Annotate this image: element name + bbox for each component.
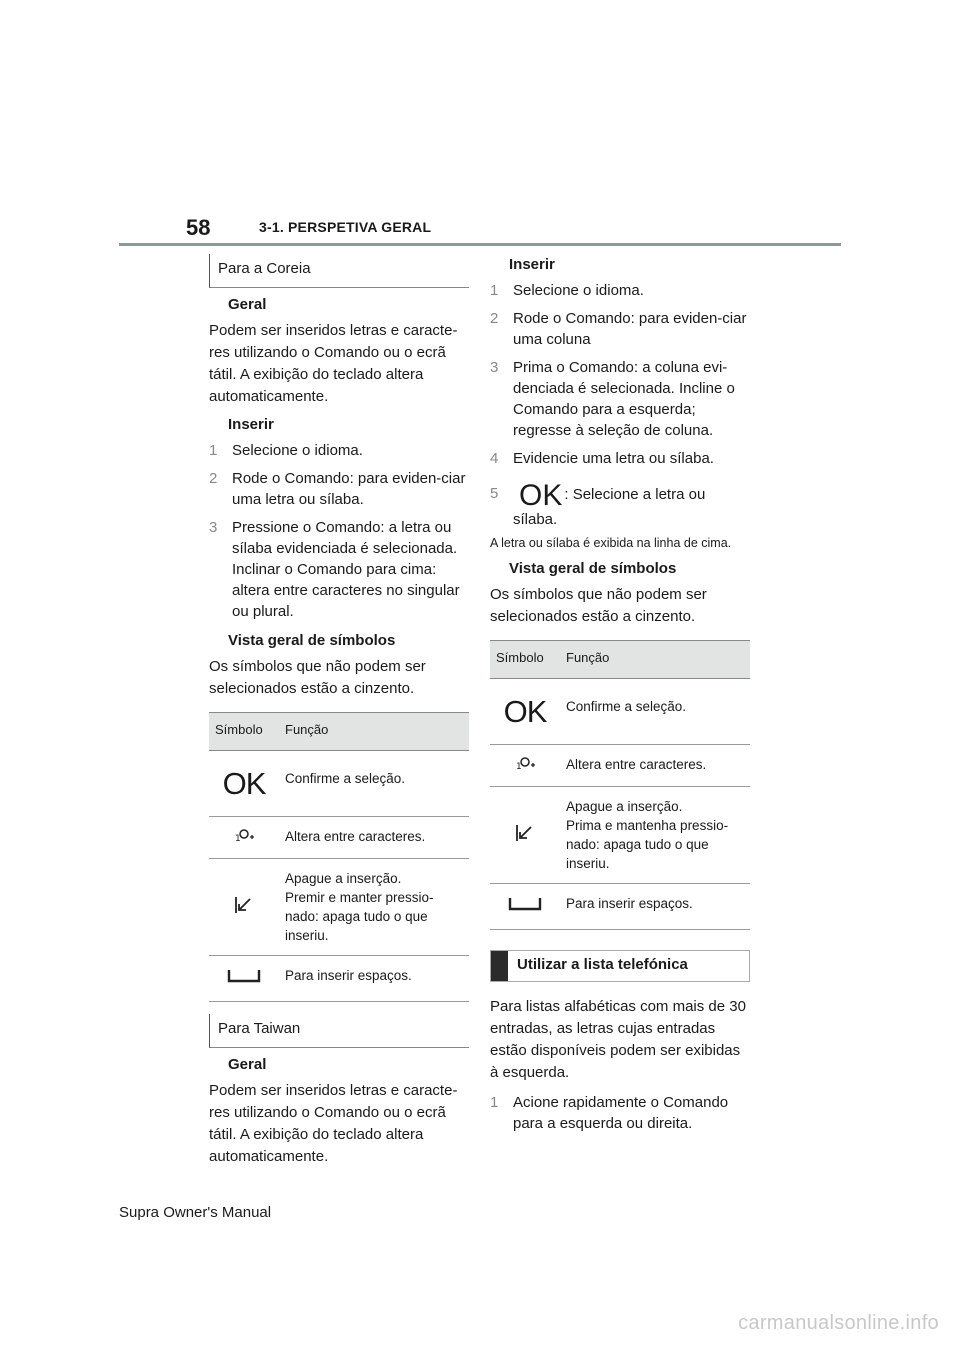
table-cell: Confirme a seleção. <box>279 751 469 817</box>
switch-characters-icon <box>490 745 560 787</box>
korea-general-text: Podem ser inseridos letras e caracte-res utilizando o Comando ou o ecrã tátil. A exibição do teclado altera automaticamente. <box>209 322 458 405</box>
step-number: 2 <box>209 470 218 487</box>
step-text: Selecione o idioma. <box>513 282 644 299</box>
table-row <box>490 745 750 787</box>
list-item <box>490 357 750 441</box>
section-phonebook-title: Utilizar a lista telefónica <box>517 956 688 973</box>
table-cell: Altera entre caracteres. <box>279 817 469 859</box>
svg-text:1: 1 <box>235 834 241 843</box>
table-row <box>490 787 750 884</box>
table-row <box>209 956 469 1002</box>
list-item <box>490 308 750 350</box>
backspace-icon <box>209 859 279 956</box>
watermark: carmanualsonline.info <box>738 1312 939 1334</box>
svg-text:1: 1 <box>516 762 522 771</box>
taiwan-symbols-heading: Vista geral de símbolos <box>509 560 677 577</box>
korea-general-heading: Geral <box>228 296 267 313</box>
step-text: Selecione o idioma. <box>232 442 363 459</box>
table-cell <box>279 859 469 956</box>
table-row <box>490 884 750 930</box>
space-icon <box>209 956 279 1002</box>
cell-line: Premir e manter pressio-nado: apaga tudo o que inseriu. <box>285 890 434 943</box>
list-item <box>209 440 469 461</box>
step-text: Rode o Comando: para eviden-ciar uma coluna <box>513 310 747 348</box>
table-cell: Altera entre caracteres. <box>560 745 750 787</box>
list-item <box>490 479 750 530</box>
column-header-function: Função <box>560 641 750 679</box>
korea-symbols-heading: Vista geral de símbolos <box>228 632 396 649</box>
ok-icon <box>209 751 279 817</box>
cell-line: Prima e mantenha pressio-nado: apaga tudo o que inseriu. <box>566 818 729 871</box>
symbol-table <box>209 712 469 1002</box>
ok-icon-glyph: OK <box>222 765 266 801</box>
list-item <box>209 468 469 510</box>
step-number: 1 <box>490 282 499 299</box>
ok-icon-glyph: OK <box>503 693 547 729</box>
step-number: 4 <box>490 450 499 467</box>
footer-manual-title: Supra Owner's Manual <box>119 1204 272 1221</box>
note-text: A letra ou sílaba é exibida na linha de cima. <box>490 536 732 550</box>
step-text <box>513 479 750 530</box>
taiwan-symbols-text: Os símbolos que não podem ser selecionados estão a cinzento. <box>490 586 707 625</box>
section-taiwan-heading: Para Taiwan <box>209 1014 469 1048</box>
taiwan-general-heading: Geral <box>228 1056 267 1073</box>
list-item <box>209 517 469 622</box>
table-cell: Confirme a seleção. <box>560 679 750 745</box>
step-text: Evidencie uma letra ou sílaba. <box>513 450 714 467</box>
section-phonebook-heading <box>490 950 750 982</box>
table-header-row <box>490 641 750 679</box>
header-rule <box>119 243 841 246</box>
taiwan-insert-heading: Inserir <box>509 256 555 273</box>
column-header-symbol: Símbolo <box>209 713 279 751</box>
step-number: 5 <box>490 485 499 502</box>
taiwan-general-text: Podem ser inseridos letras e caracte-res utilizando o Comando ou o ecrã tátil. A exibição do teclado altera automaticamente. <box>209 1082 458 1165</box>
table-row <box>209 859 469 956</box>
step-text: Pressione o Comando: a letra ou sílaba evidenciada é selecionada. Inclinar o Comando para cima: altera entre caracteres no singular ou plural. <box>232 519 460 620</box>
space-icon <box>490 884 560 930</box>
switch-characters-icon <box>209 817 279 859</box>
page-number: 58 <box>186 215 211 240</box>
table-header-row <box>209 713 469 751</box>
cell-line: Apague a inserção. <box>566 799 683 814</box>
ok-icon: OK <box>519 479 563 512</box>
list-item <box>490 1092 750 1134</box>
step-number: 1 <box>209 442 218 459</box>
left-column <box>209 254 469 1176</box>
step-number: 1 <box>490 1094 499 1111</box>
step-number: 3 <box>490 359 499 376</box>
backspace-icon <box>490 787 560 884</box>
chapter-title: 3-1. PERSPETIVA GERAL <box>259 219 432 235</box>
step-text: Rode o Comando: para eviden-ciar uma letra ou sílaba. <box>232 470 466 508</box>
phonebook-text: Para listas alfabéticas com mais de 30 entradas, as letras cujas entradas estão disponíveis podem ser exibidas à esquerda. <box>490 998 746 1081</box>
table-row <box>209 751 469 817</box>
symbol-table <box>490 640 750 930</box>
section-korea-heading: Para a Coreia <box>209 254 469 288</box>
korea-insert-heading: Inserir <box>228 416 274 433</box>
list-item <box>490 280 750 301</box>
heading-marker <box>491 951 508 981</box>
table-row <box>209 817 469 859</box>
step-text: Acione rapidamente o Comando para a esquerda ou direita. <box>513 1094 729 1132</box>
step-text-body: : Selecione a letra ou sílaba. <box>513 486 706 528</box>
ok-icon <box>490 679 560 745</box>
table-cell: Para inserir espaços. <box>560 884 750 930</box>
table-row <box>490 679 750 745</box>
column-header-function: Função <box>279 713 469 751</box>
column-header-symbol: Símbolo <box>490 641 560 679</box>
step-number: 3 <box>209 519 218 536</box>
right-column <box>490 254 750 1141</box>
list-item <box>490 448 750 469</box>
table-cell <box>560 787 750 884</box>
step-number: 2 <box>490 310 499 327</box>
cell-line: Apague a inserção. <box>285 871 402 886</box>
korea-symbols-text: Os símbolos que não podem ser selecionados estão a cinzento. <box>209 658 426 697</box>
table-cell: Para inserir espaços. <box>279 956 469 1002</box>
step-text: Prima o Comando: a coluna evi-denciada é selecionada. Incline o Comando para a esquerda; regresse à seleção de coluna. <box>513 359 735 439</box>
